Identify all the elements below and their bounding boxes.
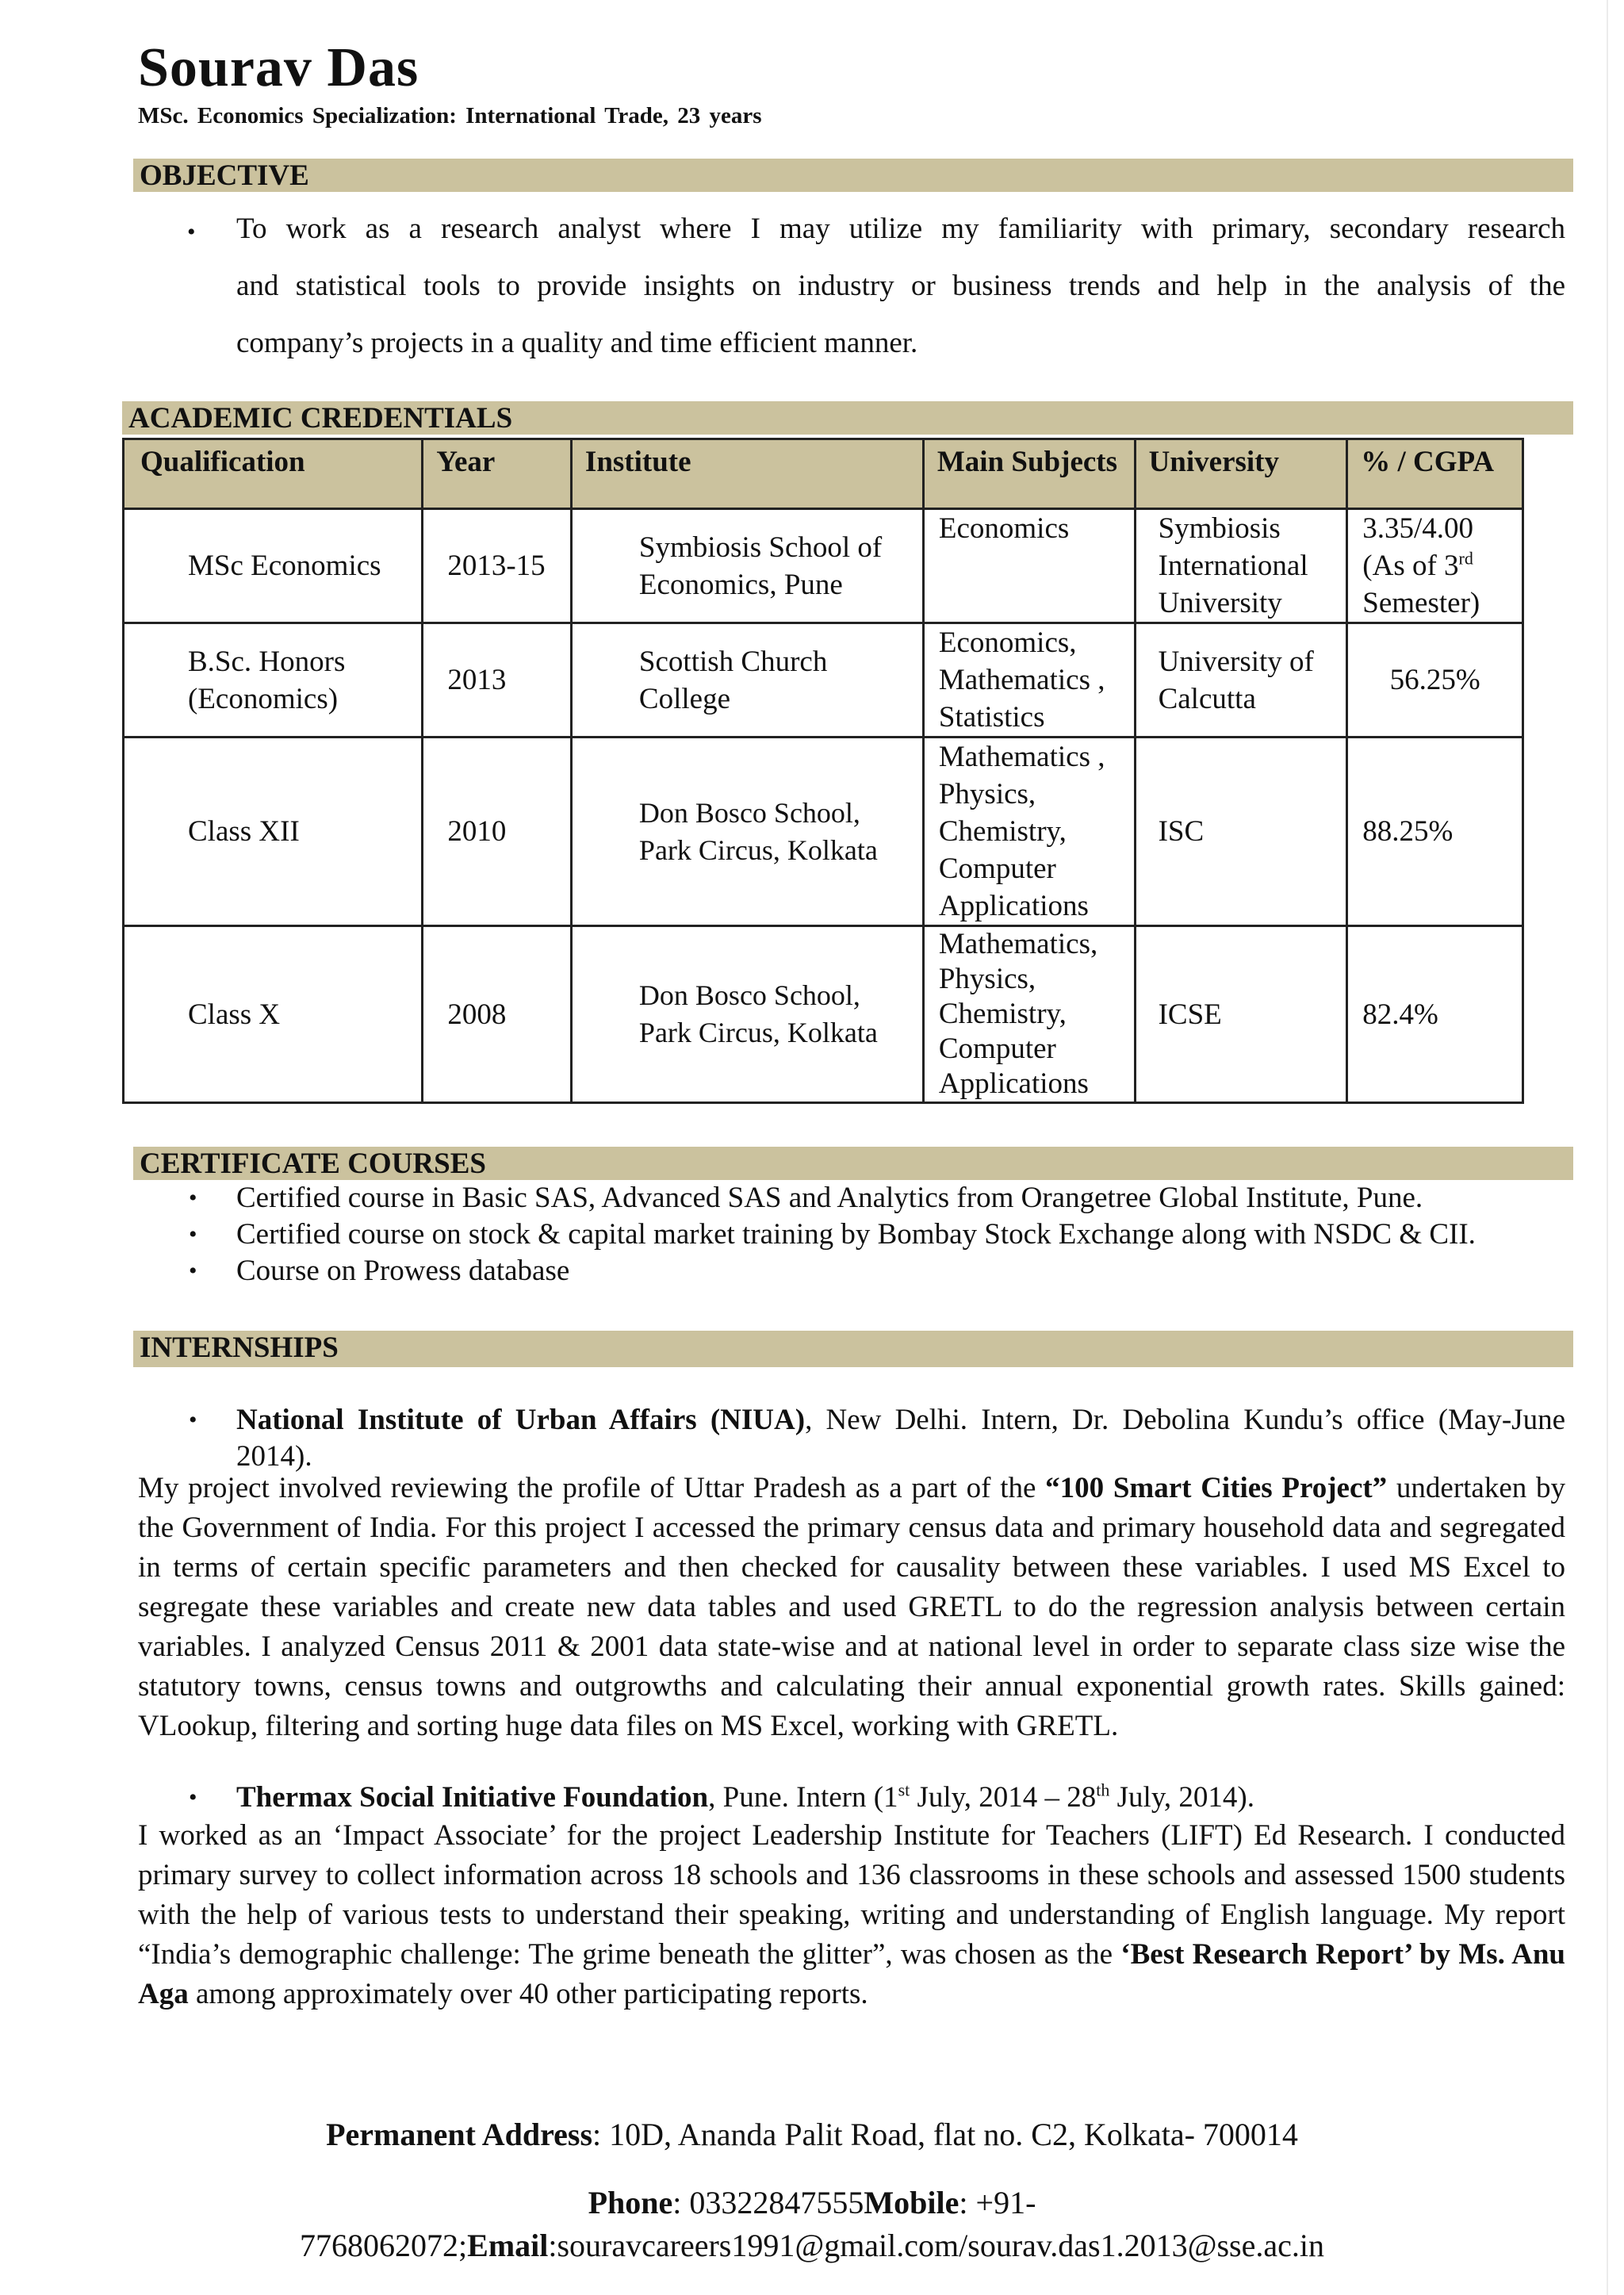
- cell-subjects: Economics, Mathematics , Statistics: [923, 623, 1135, 738]
- page-edge: [1607, 0, 1608, 2295]
- objective-line-3: company’s projects in a quality and time efficient manner.: [236, 327, 918, 359]
- internship-bullet: •: [189, 1784, 197, 1810]
- cell-score: 82.4%: [1347, 926, 1523, 1103]
- description-text: undertaken by the Government of India. For this project I accessed the primary census data and primary household data and segregated in terms of certain specific parameters and then checked for causality between these variables. I used MS Excel to segregate these variables and create new data tables and used GRETL to do the regression analysis between certain variables. I analyzed Census 2011 & 2001 data state-wise and at national level in order to separate class size wise the statutory towns, census towns and outgrowths and calculating their annual exponential growth rates. Skills gained: VLookup, filtering and sorting huge data files on MS Excel, working with GRETL.: [138, 1472, 1565, 1742]
- mobile-label: Mobile: [864, 2185, 959, 2220]
- cell-university: University of Calcutta: [1135, 623, 1347, 738]
- phone-value: : 03322847555: [672, 2185, 864, 2220]
- internship-org: Thermax Social Initiative Foundation: [236, 1781, 709, 1814]
- internship-thermax-description: [138, 1816, 1565, 2014]
- cell-qualification: Class X: [124, 926, 423, 1103]
- table-row: [124, 926, 1523, 1103]
- phone-line: [0, 2182, 1624, 2224]
- certificate-item: Course on Prowess database: [236, 1255, 570, 1287]
- cell-qualification: Class XII: [124, 738, 423, 926]
- objective-line-2: and statistical tools to provide insights on industry or business trends and help in the analysis of the: [236, 270, 1565, 302]
- header-year: Year: [423, 439, 572, 509]
- certificate-bullet: •: [189, 1258, 197, 1284]
- mobile-value: : +91-: [959, 2185, 1036, 2220]
- cell-institute: Don Bosco School, Park Circus, Kolkata: [571, 926, 923, 1103]
- award-name: ‘Best Research Report’ by Ms. Anu Aga: [138, 1938, 1565, 2010]
- internship-bullet: •: [189, 1407, 197, 1433]
- objective-line-1: To work as a research analyst where I may utilize my familiarity with primary, secondary research: [236, 213, 1565, 245]
- internship-niua-heading: [236, 1402, 1565, 1475]
- table-header-row: [124, 439, 1523, 509]
- description-text: among approximately over 40 other participating reports.: [188, 1978, 868, 2010]
- internship-details: July, 2014 – 28: [910, 1781, 1097, 1814]
- address-label: Permanent Address: [326, 2117, 593, 2152]
- objective-bullet: •: [187, 219, 196, 245]
- cell-score: [1347, 509, 1523, 623]
- certificate-bullet: •: [189, 1221, 197, 1247]
- cell-year: 2013-15: [423, 509, 572, 623]
- academic-heading: ACADEMIC CREDENTIALS: [122, 401, 1573, 435]
- header-institute: Institute: [571, 439, 923, 509]
- cell-year: 2008: [423, 926, 572, 1103]
- certificate-item: Certified course in Basic SAS, Advanced SAS and Analytics from Orangetree Global Institute, Pune.: [236, 1182, 1423, 1214]
- header-score: % / CGPA: [1347, 439, 1523, 509]
- internship-details: , Pune. Intern (1: [708, 1781, 898, 1814]
- email-value[interactable]: :souravcareers1991@gmail.com/sourav.das1.2013@sse.ac.in: [548, 2228, 1324, 2263]
- score-superscript: rd: [1458, 548, 1473, 569]
- table-row: [124, 623, 1523, 738]
- candidate-subtitle: MSc. Economics Specialization: International Trade, 23 years: [138, 103, 762, 128]
- cell-university: ICSE: [1135, 926, 1347, 1103]
- cell-university: Symbiosis International University: [1135, 509, 1347, 623]
- cell-institute: Scottish Church College: [571, 623, 923, 738]
- table-row: [124, 509, 1523, 623]
- header-qualification: Qualification: [124, 439, 423, 509]
- description-text: My project involved reviewing the profile of Uttar Pradesh as a part of the: [138, 1472, 1046, 1504]
- cell-institute: Symbiosis School of Economics, Pune: [571, 509, 923, 623]
- internship-details: July, 2014).: [1109, 1781, 1255, 1814]
- cell-subjects: Mathematics, Physics, Chemistry, Computer Applications: [923, 926, 1135, 1103]
- cell-subjects: Economics: [923, 509, 1135, 623]
- academic-table: [122, 438, 1524, 1104]
- cell-institute: Don Bosco School, Park Circus, Kolkata: [571, 738, 923, 926]
- email-label: Email: [467, 2228, 549, 2263]
- cell-university: ISC: [1135, 738, 1347, 926]
- phone-label: Phone: [588, 2185, 673, 2220]
- project-name: “100 Smart Cities Project”: [1045, 1472, 1388, 1504]
- score-text: 3.35/4.00 (As of 3: [1362, 512, 1474, 582]
- internship-org: National Institute of Urban Affairs (NIUA): [236, 1404, 806, 1436]
- score-text-end: Semester): [1362, 587, 1480, 619]
- permanent-address: [0, 2114, 1624, 2155]
- address-value: : 10D, Ananda Palit Road, flat no. C2, Kolkata- 700014: [592, 2117, 1298, 2152]
- internship-niua-description: [138, 1469, 1565, 1746]
- cell-qualification: B.Sc. Honors (Economics): [124, 623, 423, 738]
- mobile-value-cont: 7768062072;: [300, 2228, 468, 2263]
- description-text: I worked as an ‘Impact Associate’ for the project Leadership Institute for Teachers (LIFT) Ed Research. I conducted primary survey to collect information across 18 schools and 136 classrooms in these schools and assessed 1500 students with the help of various tests to understand their speaking, writing and understanding of English language. My report “India’s demographic challenge: The grime beneath the glitter”, was chosen as the: [138, 1819, 1565, 1971]
- header-university: University: [1135, 439, 1347, 509]
- cell-year: 2010: [423, 738, 572, 926]
- certificates-heading: CERTIFICATE COURSES: [133, 1147, 1573, 1180]
- header-subjects: Main Subjects: [923, 439, 1135, 509]
- objective-heading: OBJECTIVE: [133, 159, 1573, 192]
- email-line: [0, 2225, 1624, 2266]
- internship-thermax-heading: [236, 1780, 1565, 1816]
- table-row: [124, 738, 1523, 926]
- cell-score: 56.25%: [1347, 623, 1523, 738]
- internship-details: , New Delhi. Intern, Dr. Debolina Kundu’s office (May-June 2014).: [236, 1404, 1565, 1473]
- cell-qualification: MSc Economics: [124, 509, 423, 623]
- date-superscript: st: [898, 1780, 910, 1800]
- certificate-item: Certified course on stock & capital market training by Bombay Stock Exchange along with NSDC & CII.: [236, 1218, 1476, 1251]
- date-superscript: th: [1096, 1780, 1110, 1800]
- certificate-bullet: •: [189, 1185, 197, 1211]
- cell-score: 88.25%: [1347, 738, 1523, 926]
- cell-year: 2013: [423, 623, 572, 738]
- candidate-name: Sourav Das: [138, 37, 419, 98]
- internships-heading: INTERNSHIPS: [133, 1331, 1573, 1367]
- cell-subjects: Mathematics , Physics, Chemistry, Computer Applications: [923, 738, 1135, 926]
